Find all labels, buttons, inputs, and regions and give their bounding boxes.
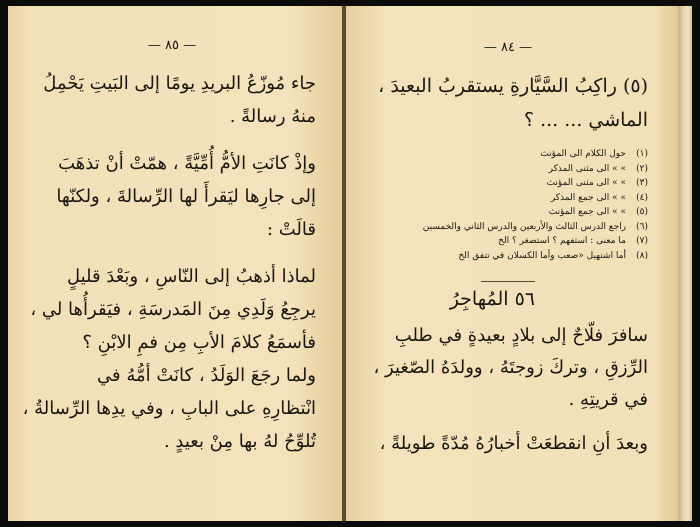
note-item xyxy=(368,249,648,264)
note-item xyxy=(368,162,648,177)
note-number: (٧) xyxy=(636,236,648,246)
text-line: سافرَ فلّاحٌ إلى بلادٍ بعيدةٍ في طلبِ xyxy=(394,325,648,346)
note-text: حول الكلام الى المؤنث xyxy=(540,149,626,159)
note-text: أما اشتهيل «صعب وأما الكسلان في تتفق الخ xyxy=(458,250,626,261)
lesson-title xyxy=(449,281,535,310)
exercise-notes xyxy=(368,147,648,263)
text-line: قالَتْ : xyxy=(266,219,316,240)
lesson-title-text: ٥٦ المُهاجِرُ xyxy=(449,288,535,310)
page-number: — ٨٥ — xyxy=(147,38,197,53)
book-spread xyxy=(8,6,692,521)
text-line: الرِّزقِ ، وتركَ زوجتَهُ ، وولدَهُ الصّغيرَ ، xyxy=(373,357,648,378)
note-item xyxy=(368,176,648,191)
note-number: (٤) xyxy=(636,192,648,203)
note-text: » » الى مثنى المؤنث xyxy=(546,178,626,188)
text-line: جاء مُوزّعُ البريدِ يومًا إلى البَيتِ يَحْمِلُ xyxy=(43,73,316,94)
text-line: منهُ رسالةً . xyxy=(229,106,316,127)
note-item xyxy=(368,205,648,220)
text-line: انْتظارِهِ على البابِ ، وفي يدِها الرِّسالةُ ، xyxy=(22,398,316,419)
note-item xyxy=(368,147,648,162)
note-number: (١) xyxy=(636,149,648,159)
text-line: إلى جارِها ليَقرأَ لها الرِّسالةَ ، ولكنّها xyxy=(56,186,316,207)
text-line: لماذا أذهبُ إلى النّاسِ ، وبَعْدَ قليلٍ xyxy=(66,266,316,287)
text-line: فأسمَعُ كلامَ الأبِ مِن فمِ الابْنِ ؟ xyxy=(82,332,316,353)
exercise-line: الماشي ... ... ؟ xyxy=(523,109,648,131)
note-text: » » الى جمع المذكر xyxy=(550,192,626,203)
text-line: وإذْ كانَتِ الأمُّ أُمِّيَّةً ، همّتْ أنْ تذهَبَ xyxy=(58,153,316,174)
page-edges xyxy=(678,6,692,521)
right-page xyxy=(346,6,678,521)
page-number: — ٨٤ — xyxy=(483,40,533,55)
note-text: ما معنى : استفهم ؟ استصغر ؟ الخ xyxy=(498,236,626,246)
note-item xyxy=(368,234,648,249)
text-line: وبعدَ أنِ انقطعَتْ أخبارُهُ مُدّةً طويلةً ، xyxy=(379,433,648,454)
note-number: (٣) xyxy=(636,178,648,188)
note-text: راجع الدرس الثالث والأربعين والدرس الثاني والخمسين xyxy=(422,221,626,232)
exercise-line: (٥) راكِبُ السَّيَّارةِ يستقربُ البعيدَ ، xyxy=(378,75,648,97)
note-number: (٢) xyxy=(636,163,648,174)
text-line: تُلوِّحُ لهُ بها مِنْ بعيدٍ . xyxy=(163,431,316,452)
text-line: في قريتِهِ . xyxy=(568,389,648,410)
note-text: » » الى مثنى المذكر xyxy=(548,163,626,174)
note-item xyxy=(368,220,648,235)
note-number: (٨) xyxy=(636,250,648,261)
left-page xyxy=(8,6,342,521)
note-item xyxy=(368,191,648,206)
note-text: » » الى جمع المؤنث xyxy=(548,207,626,217)
text-line: يرجِعُ وَلَدِي مِنَ المَدرسَةِ ، فيَقرأُها لي ، xyxy=(30,299,316,320)
note-number: (٦) xyxy=(636,221,648,232)
text-line: ولما رجَعَ الوَلَدُ ، كانَتْ أمُّهُ في xyxy=(97,365,316,386)
note-number: (٥) xyxy=(636,207,648,217)
